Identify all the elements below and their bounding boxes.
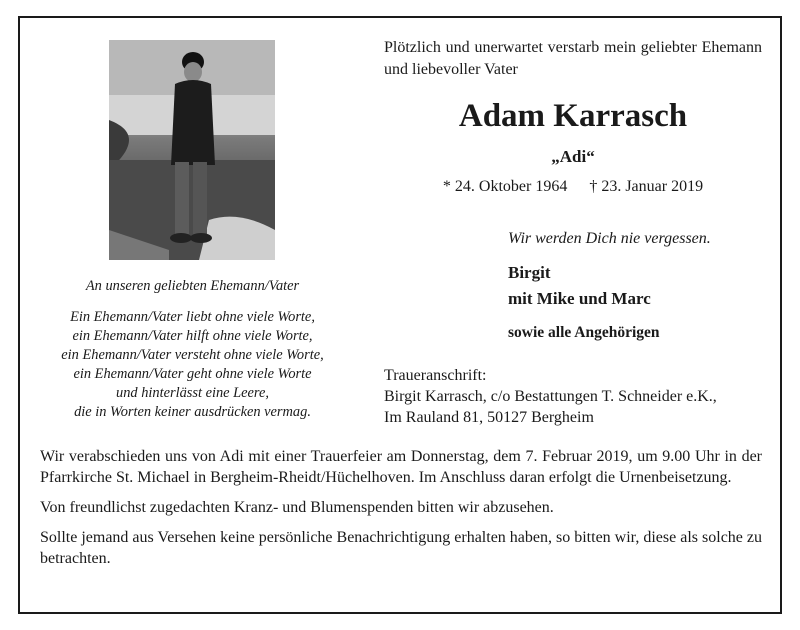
notification-paragraph: Sollte jemand aus Versehen keine persönliche Benachrichtigung erhalten haben, so bitten wir, diese als solche zu betrachten. xyxy=(40,529,762,567)
notice-body xyxy=(40,446,762,578)
address-label: Traueranschrift: xyxy=(384,367,487,384)
poem-line: ein Ehemann/Vater geht ohne viele Worte xyxy=(73,366,312,382)
poem-line: ein Ehemann/Vater hilft ohne viele Worte, xyxy=(72,328,313,344)
poem-title: An unseren geliebten Ehemann/Vater xyxy=(85,278,300,294)
ceremony-paragraph: Wir verabschieden uns von Adi mit einer Trauerfeier am Donnerstag, dem 7. Februar 2019, um 9.00 Uhr in der Pfarrkirche St. Michael in Bergheim-Rheidt/Hüchelhoven. Im Anschluss daran erfolgt die Urnenbeisetzung. xyxy=(40,448,762,486)
deceased-name: Adam Karrasch xyxy=(458,98,688,134)
birth-date: * 24. Oktober 1964 xyxy=(442,178,568,195)
poem-line: die in Worten keiner ausdrücken vermag. xyxy=(74,404,311,420)
address-line: Birgit Karrasch, c/o Bestattungen T. Schneider e.K., xyxy=(384,388,717,405)
life-dates xyxy=(384,176,762,198)
flowers-paragraph: Von freundlichst zugedachten Kranz- und Blumenspenden bitten wir abzusehen. xyxy=(40,499,554,516)
poem-line: ein Ehemann/Vater versteht ohne viele Worte, xyxy=(61,347,324,363)
portrait-photo-graphic xyxy=(109,40,275,260)
poem-line: Ein Ehemann/Vater liebt ohne viele Worte, xyxy=(70,309,315,325)
intro-text: Plötzlich und unerwartet verstarb mein geliebter Ehemann und liebevoller Vater xyxy=(384,39,762,78)
portrait-photo xyxy=(109,40,275,260)
mourning-address xyxy=(384,365,774,428)
nickname: „Adi“ xyxy=(551,147,595,166)
mourner-children: mit Mike und Marc xyxy=(508,289,651,308)
poem-line: und hinterlässt eine Leere, xyxy=(116,385,269,401)
poem xyxy=(20,308,365,422)
address-line: Im Rauland 81, 50127 Bergheim xyxy=(384,409,594,426)
death-date: † 23. Januar 2019 xyxy=(589,178,704,195)
mourner-relatives: sowie alle Angehörigen xyxy=(508,324,660,341)
mourner-name: Birgit xyxy=(508,263,551,282)
motto: Wir werden Dich nie vergessen. xyxy=(508,230,711,247)
